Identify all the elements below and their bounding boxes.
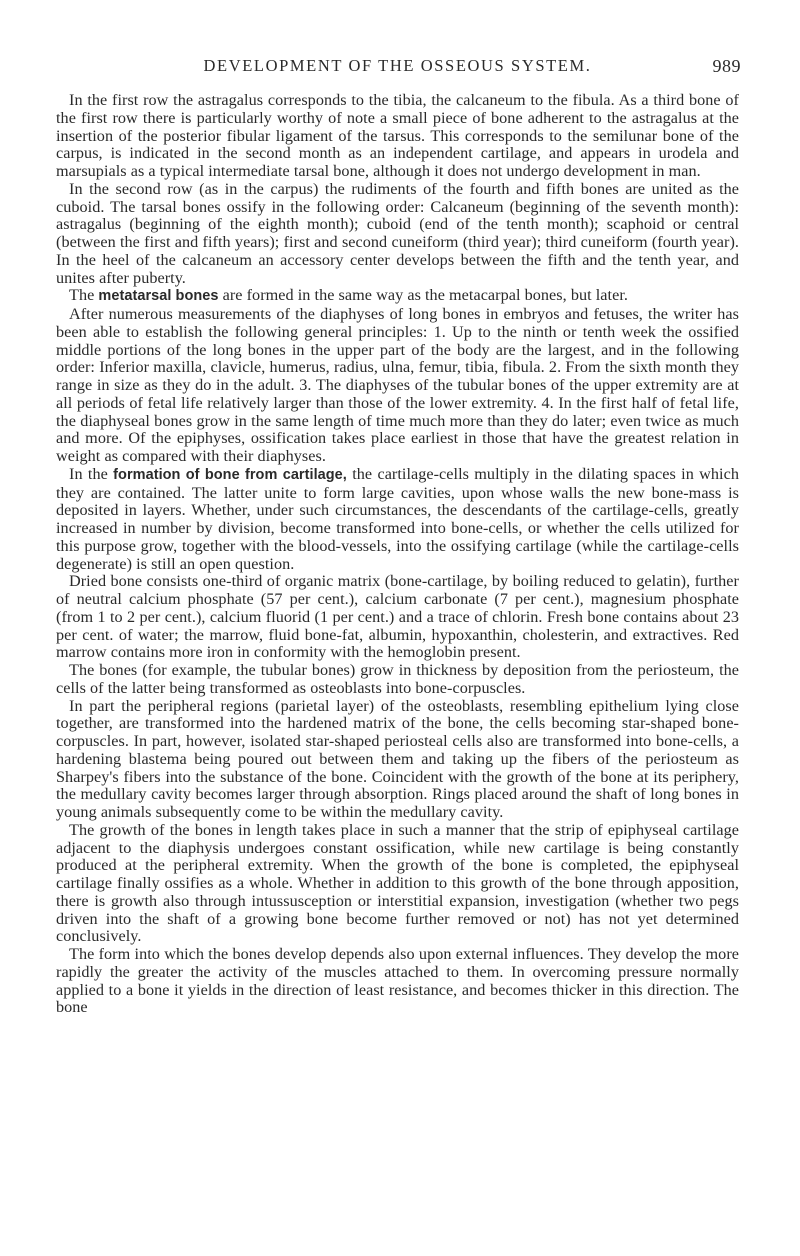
paragraph <box>56 92 739 181</box>
paragraph-text: The growth of the bones in length takes place in such a manner that the strip of epiphyseal cartilage adjacent to the diaphysis undergoes constant ossification, while new cartilage is being constantly produced at the peripheral extremity. When the growth of the bone is completed, the epiphyseal cartilage finally ossifies as a whole. Whether in addition to this growth of the bone through apposition, there is growth also through intussusception or interstitial expansion, investigation (whether two pegs driven into the shaft of a growing bone become further removed or not) has not yet determined conclusively. <box>56 820 739 946</box>
paragraph-text: The bones (for example, the tubular bones) grow in thickness by deposition from the periosteum, the cells of the latter being transformed as osteoblasts into bone-corpuscles. <box>56 661 739 697</box>
paragraph-text: the cartilage-cells multiply in the dilating spaces in which they are contained. The latter unite to form large cavities, upon whose walls the new bone-mass is deposited in layers. Whether, under such circumstances, the descendants of the cartilage-cells, greatly increased in number by division, become transformed into bone-cells, or whether the cells utilized for this purpose grow, together with the blood-vessels, into the ossifying cartilage (while the cartilage-cells degenerate) is still an open question. <box>56 464 739 573</box>
bold-term: formation of bone from cartilage, <box>113 466 347 483</box>
bold-term: metatarsal bones <box>98 288 219 305</box>
paragraph <box>56 946 739 1017</box>
paragraph-text: are formed in the same way as the metacarpal bones, but later. <box>218 286 628 305</box>
paragraph <box>56 287 739 306</box>
paragraph <box>56 698 739 822</box>
running-head <box>56 56 739 84</box>
paragraph-text: In the first row the astragalus corresponds to the tibia, the calcaneum to the fibula. As a third bone of the first row there is particularly worthy of note a small piece of bone adherent to the astragalus at the insertion of the posterior fibular ligament of the tarsus. This corresponds to the semilunar bone of the carpus, is indicated in the second month as an independent cartilage, and appears in urodela and marsupials as a typical intermediate tarsal bone, although it does not undergo development in man. <box>56 91 739 180</box>
paragraph <box>56 181 739 288</box>
book-page <box>56 56 739 1017</box>
paragraph <box>56 466 739 574</box>
body-text <box>56 92 739 1017</box>
paragraph-text: In the <box>69 464 114 483</box>
paragraph <box>56 822 739 946</box>
paragraph <box>56 662 739 698</box>
paragraph-text: After numerous measurements of the diaphyses of long bones in embryos and fetuses, the writer has been able to establish the following general principles: 1. Up to the ninth or tenth week the ossified middle portions of the long bones in the upper part of the body are the largest, and in the following order: Inferior maxilla, clavicle, humerus, radius, ulna, femur, tibia, fibula. 2. From the sixth month they range in size as they do in the adult. 3. The diaphyses of the tubular bones of the upper extremity are at all periods of fetal life relatively larger than those of the lower extremity. 4. In the first half of fetal life, the diaphyseal bones grow in the same length of time much more than they do later; even twice as much and more. Of the epiphyses, ossification takes place earliest in those that have the greatest relation in weight as compared with their diaphyses. <box>56 305 739 465</box>
paragraph-text: The <box>69 286 99 305</box>
paragraph <box>56 573 739 662</box>
paragraph-text: The form into which the bones develop depends also upon external influences. They develop the more rapidly the greater the activity of the muscles attached to them. In overcoming pressure normally applied to a bone it yields in the direction of least resistance, and becomes thicker in this direction. The bone <box>56 945 739 1017</box>
paragraph-text: Dried bone consists one-third of organic matrix (bone-cartilage, by boiling reduced to gelatin), further of neutral calcium phosphate (57 per cent.), calcium carbonate (7 per cent.), magnesium phosphate (from 1 to 2 per cent.), calcium fluorid (1 per cent.) and a trace of chlorin. Fresh bone contains about 23 per cent. of water; the marrow, fluid bone-fat, albumin, hypoxanthin, cholesterin, and extractives. Red marrow contains more iron in conformity with the hemoglobin present. <box>56 572 739 662</box>
running-title: DEVELOPMENT OF THE OSSEOUS SYSTEM. <box>203 56 592 75</box>
paragraph-text: In the second row (as in the carpus) the rudiments of the fourth and fifth bones are united as the cuboid. The tarsal bones ossify in the following order: Calcaneum (beginning of the seventh month): astragalus (beginning of the eighth month); cuboid (end of the tenth month); scaphoid or central (between the first and fifth years); first and second cuneiform (third year); third cuneiform (fourth year). In the heel of the calcaneum an accessory center develops between the fifth and the tenth year, and unites after puberty. <box>56 179 739 287</box>
paragraph-text: In part the peripheral regions (parietal layer) of the osteoblasts, resembling epithelium lying close together, are transformed into the hardened matrix of the bone, the cells becoming star-shaped bone-corpuscles. In part, however, isolated star-shaped periosteal cells also are transformed into bone-cells, a hardening blastema being poured out between them and taking up the fibers of the periosteum as Sharpey's fibers into the substance of the bone. Coincident with the growth of the bone at its periphery, the medullary cavity becomes larger through absorption. Rings placed around the shaft of long bones in young animals subsequently come to be within the medullary cavity. <box>56 696 739 821</box>
page-number: 989 <box>712 56 741 76</box>
paragraph <box>56 306 739 466</box>
